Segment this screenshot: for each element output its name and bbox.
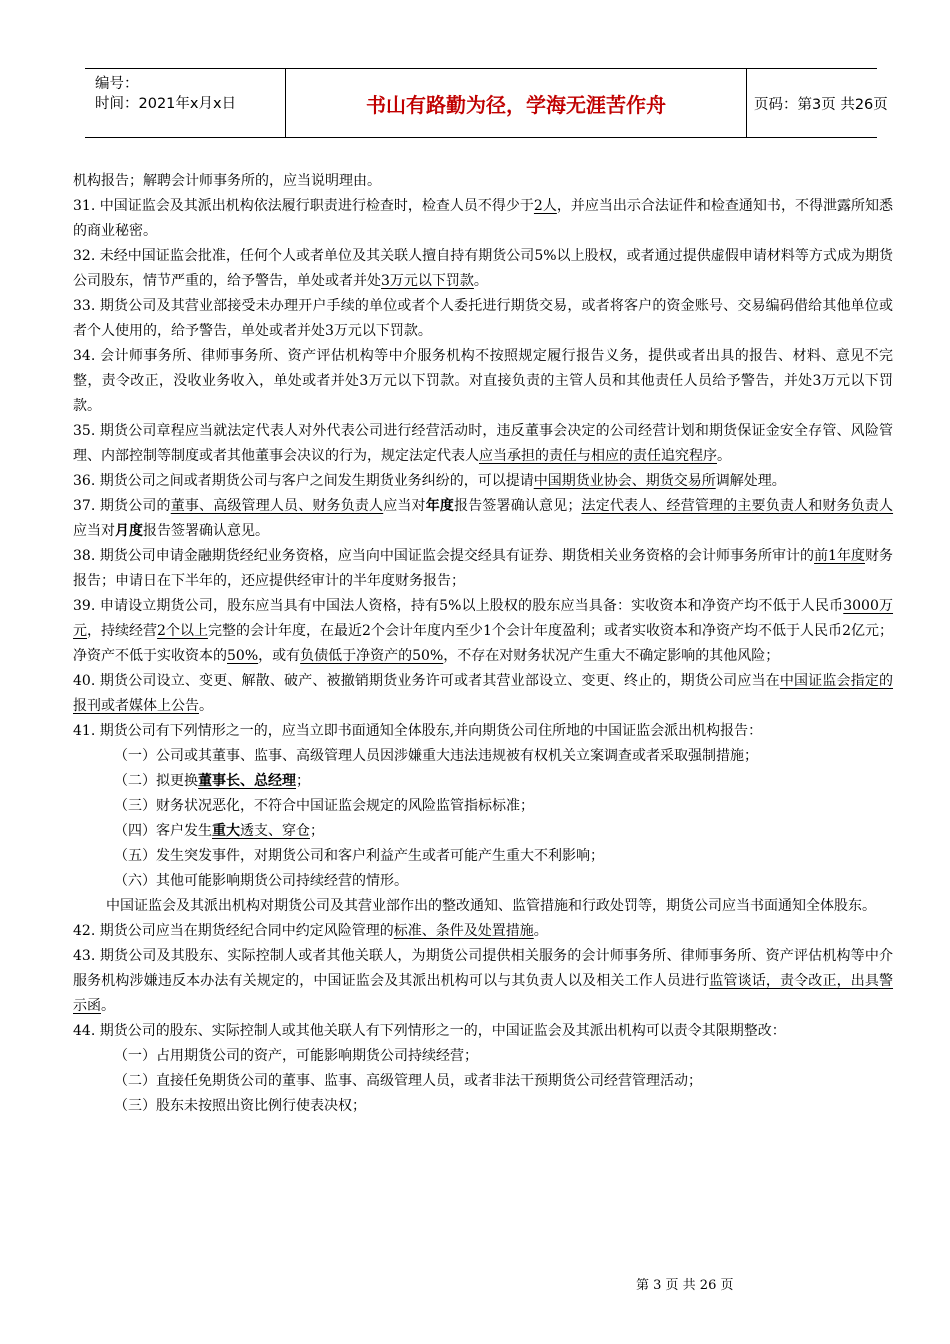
underlined-text: 董事长、总经理	[198, 773, 296, 789]
text-run: 35. 期货公司章程应当就法定代表人对外代表公司进行经营活动时，违反董事会决定的公司经营计划和期货保证金安全存管、风险管理、内部控制等制度或者其他董事会决议的行为，规定法定代表人	[73, 423, 893, 464]
header-time-label: 时间：2021年x月x日	[95, 96, 237, 112]
text-run: 32. 未经中国证监会批准，任何个人或者单位及其关联人擅自持有期货公司5%以上股权，或者通过提供虚假申请材料等方式成为期货公司股东，情节严重的，给予警告，单处或者并处	[73, 248, 893, 289]
underlined-text: 负债低于净资产的50%	[300, 648, 444, 664]
text-run: （三）股东未按照出资比例行使表决权；	[114, 1098, 366, 1114]
paragraph	[73, 944, 893, 1019]
text-run: 财务报告；申请日在下半年的，还应提供经审计的半年度财务报告；	[73, 548, 893, 589]
paragraph	[73, 819, 893, 844]
underlined-text: 中国期货业协会、期货交易所	[533, 473, 716, 489]
underlined-text: 3000万元	[73, 598, 894, 639]
underlined-text: 50%	[227, 648, 259, 664]
paragraph	[73, 194, 893, 244]
text-run: 42. 期货公司应当在期货经纪合同中约定风险管理的	[73, 923, 394, 939]
paragraph	[73, 1094, 893, 1119]
underlined-text: 监管谈话，责令改正，出具警示函	[73, 973, 894, 1014]
text-run: 43. 期货公司及其股东、实际控制人或者其他关联人，为期货公司提供相关服务的会计师事务所、律师事务所、资产评估机构等中介服务机构涉嫌违反本办法有关规定的，中国证监会及其派出机构可以与其负责人以及相关工作人员进行	[73, 948, 893, 989]
text-run: （一）公司或其董事、监事、高级管理人员因涉嫌重大违法违规被有权机关立案调查或者采取强制措施；	[114, 748, 758, 764]
underlined-text: 中国证监会指定的报刊或者媒体上公告	[73, 673, 894, 714]
underlined-text: 法定代表人、经营管理的主要负责人和财务负责人	[581, 498, 894, 514]
text-run: 机构报告；解聘会计师事务所的，应当说明理由。	[73, 173, 381, 189]
text-run: 调解处理。	[715, 473, 786, 489]
text-run: （四）客户发生	[114, 823, 212, 839]
text-run: 完整的会计年度，在最近2个会计年度内至少1个会计年度盈利；或者实收资本和净资产均不低于人民币2亿元；净资产不低于实收资本的	[73, 623, 893, 664]
text-run: 报告签署确认意见；	[454, 498, 582, 514]
paragraph	[73, 344, 893, 419]
paragraph	[73, 769, 893, 794]
document-body	[73, 169, 893, 1119]
paragraph	[73, 919, 893, 944]
text-run: 。	[473, 273, 488, 289]
underlined-text: 董事、高级管理人员、财务负责人	[170, 498, 384, 514]
paragraph	[73, 294, 893, 344]
underlined-text: 2个以上	[157, 623, 208, 639]
paragraph	[73, 494, 893, 544]
document-header	[85, 68, 888, 138]
paragraph	[73, 894, 893, 919]
paragraph	[73, 594, 893, 669]
paragraph	[73, 544, 893, 594]
text-run: 。	[717, 448, 731, 464]
text-run: （三）财务状况恶化，不符合中国证监会规定的风险监管指标标准；	[114, 798, 534, 814]
paragraph	[73, 719, 893, 744]
text-run: ；	[296, 773, 310, 789]
text-run: 报告签署确认意见。	[143, 523, 269, 539]
text-run: 应当对	[383, 498, 426, 514]
header-motto: 书山有路勤为径，学海无涯苦作舟	[285, 69, 747, 137]
text-run: ，持续经营	[87, 623, 158, 639]
paragraph	[73, 669, 893, 719]
text-run: 41. 期货公司有下列情形之一的，应当立即书面通知全体股东,并向期货公司住所地的中国证监会派出机构报告：	[73, 723, 763, 739]
underlined-text: 3万元以下罚款	[381, 273, 474, 289]
underlined-text: 应当承担的责任与相应的责任追究程序	[479, 448, 717, 464]
text-run: 36. 期货公司之间或者期货公司与客户之间发生期货业务纠纷的，可以提请	[73, 473, 534, 489]
underlined-text: 前1年度	[814, 548, 865, 564]
paragraph	[73, 169, 893, 194]
paragraph	[73, 419, 893, 469]
text-run: 。	[101, 998, 115, 1014]
header-meta	[85, 69, 285, 137]
page-footer: 第 3 页 共 26 页	[636, 1278, 734, 1293]
text-run: （二）直接任免期货公司的董事、监事、高级管理人员，或者非法干预期货公司经营管理活动；	[114, 1073, 702, 1089]
underlined-text: 2人	[533, 198, 557, 214]
text-run: ，或有	[258, 648, 301, 664]
text-run: （一）占用期货公司的资产，可能影响期货公司持续经营；	[114, 1048, 478, 1064]
underlined-text: 标准、条件及处置措施	[393, 923, 534, 939]
paragraph	[73, 1019, 893, 1044]
text-run: 44. 期货公司的股东、实际控制人或其他关联人有下列情形之一的，中国证监会及其派出机构可以责令其限期整改：	[73, 1023, 786, 1039]
paragraph	[73, 794, 893, 819]
text-run: 应当对	[73, 523, 115, 539]
text-run: 月度	[115, 523, 143, 539]
underlined-text: 透支、穿仓	[240, 823, 310, 839]
paragraph	[73, 869, 893, 894]
text-run: 37. 期货公司的	[73, 498, 171, 514]
text-run: 33. 期货公司及其营业部接受未办理开户手续的单位或者个人委托进行期货交易，或者将客户的资金账号、交易编码借给其他单位或者个人使用的，给予警告，单处或者并处3万元以下罚款。	[73, 298, 893, 339]
text-run: 38. 期货公司申请金融期货经纪业务资格，应当向中国证监会提交经具有证券、期货相关业务资格的会计师事务所审计的	[73, 548, 815, 564]
underlined-text: 重大	[212, 823, 240, 839]
text-run: ；	[310, 823, 324, 839]
text-run: ，不存在对财务状况产生重大不确定影响的其他风险；	[443, 648, 780, 664]
paragraph	[73, 244, 893, 294]
text-run: （二）拟更换	[114, 773, 198, 789]
text-run: 年度	[425, 498, 455, 514]
paragraph	[73, 1044, 893, 1069]
text-run: 31. 中国证监会及其派出机构依法履行职责进行检查时，检查人员不得少于	[73, 198, 534, 214]
text-run: 。	[533, 923, 548, 939]
text-run: 中国证监会及其派出机构对期货公司及其营业部作出的整改通知、监管措施和行政处罚等，期货公司应当书面通知全体股东。	[106, 898, 876, 914]
header-page-info: 页码：第3页 共26页	[754, 96, 888, 113]
paragraph	[73, 1069, 893, 1094]
header-number-label: 编号：	[95, 76, 139, 92]
text-run: （六）其他可能影响期货公司持续经营的情形。	[114, 873, 408, 889]
paragraph	[73, 844, 893, 869]
text-run: 34. 会计师事务所、律师事务所、资产评估机构等中介服务机构不按照规定履行报告义务，提供或者出具的报告、材料、意见不完整，责令改正，没收业务收入，单处或者并处3万元以下罚款。对直接负责的主管人员和其他责任人员给予警告，并处3万元以下罚款。	[73, 348, 893, 414]
text-run: 39. 申请设立期货公司，股东应当具有中国法人资格，持有5%以上股权的股东应当具备：实收资本和净资产均不低于人民币	[73, 598, 844, 614]
paragraph	[73, 469, 893, 494]
text-run: 。	[199, 698, 213, 714]
paragraph	[73, 744, 893, 769]
text-run: ，并应当出示合法证件和检查通知书，不得泄露所知悉的商业秘密。	[73, 198, 893, 239]
text-run: 40. 期货公司设立、变更、解散、破产、被撤销期货业务许可或者其营业部设立、变更、终止的，期货公司应当在	[73, 673, 780, 689]
text-run: （五）发生突发事件，对期货公司和客户利益产生或者可能产生重大不利影响；	[114, 848, 604, 864]
